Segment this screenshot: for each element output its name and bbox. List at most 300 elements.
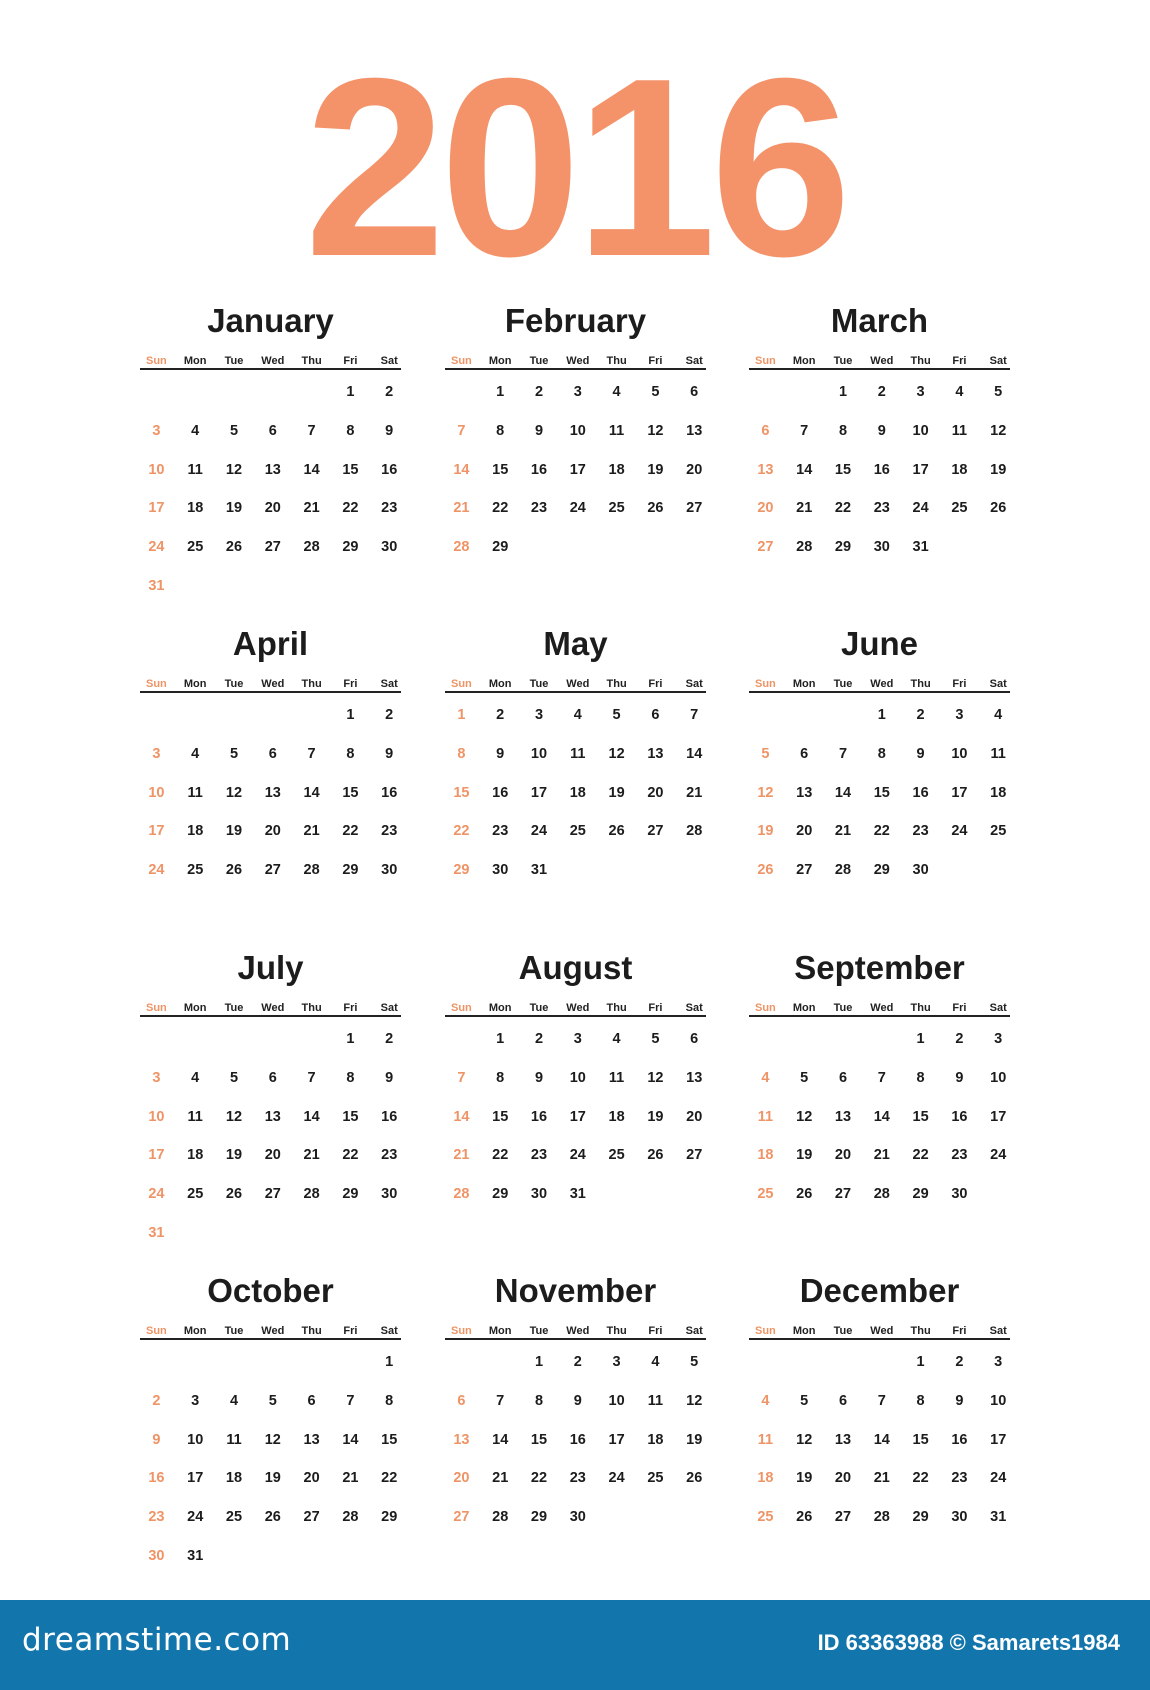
day-cell: 18 xyxy=(608,461,625,478)
day-cell: 13 xyxy=(264,461,281,478)
weekday-label: Tue xyxy=(224,355,244,367)
day-cell: 8 xyxy=(457,745,466,762)
dreamstime-logo[interactable]: dreamstime.com xyxy=(22,1622,292,1658)
weekday-label: Thu xyxy=(910,678,931,690)
day-cell: 17 xyxy=(912,461,929,478)
month-title: February xyxy=(504,302,647,339)
day-cell: 18 xyxy=(990,784,1007,801)
day-cell: 29 xyxy=(912,1186,929,1203)
day-cell: 12 xyxy=(225,784,243,801)
day-cell: 11 xyxy=(757,1431,774,1448)
day-cell: 30 xyxy=(873,539,890,556)
day-cell: 11 xyxy=(757,1108,774,1125)
day-cell: 18 xyxy=(757,1470,774,1487)
day-cell: 15 xyxy=(492,1108,509,1125)
day-cell: 27 xyxy=(264,862,281,879)
day-cell: 22 xyxy=(342,1147,359,1164)
day-cell: 22 xyxy=(912,1470,929,1487)
day-cell: 15 xyxy=(342,461,359,478)
day-cell: 9 xyxy=(385,1069,394,1086)
weekday-label: Mon xyxy=(488,355,512,367)
day-cell: 10 xyxy=(912,422,929,439)
day-cell: 30 xyxy=(530,1186,548,1203)
header-divider xyxy=(140,691,401,693)
day-cell: 25 xyxy=(990,823,1007,840)
day-cell: 3 xyxy=(994,1354,1003,1370)
day-cell: 5 xyxy=(690,1354,699,1370)
day-cell: 26 xyxy=(608,823,625,840)
day-cell: 25 xyxy=(187,539,204,556)
day-cell: 26 xyxy=(264,1509,281,1526)
month-title: March xyxy=(830,302,929,339)
day-cell: 5 xyxy=(994,384,1003,400)
day-cell: 12 xyxy=(990,422,1007,439)
header-divider xyxy=(140,1338,401,1340)
day-cell: 1 xyxy=(457,707,466,723)
day-cell: 24 xyxy=(990,1147,1007,1164)
day-cell: 7 xyxy=(457,422,466,439)
day-cell: 2 xyxy=(534,384,544,400)
day-cell: 7 xyxy=(838,745,848,762)
day-cell: 24 xyxy=(569,500,586,517)
day-cell: 1 xyxy=(916,1354,925,1370)
day-cell: 10 xyxy=(148,1108,165,1125)
weekday-label: Wed xyxy=(261,1325,285,1337)
day-cell: 10 xyxy=(148,461,165,478)
day-cell: 31 xyxy=(187,1548,204,1564)
day-cell: 4 xyxy=(573,707,582,723)
day-cell: 13 xyxy=(264,1108,281,1125)
weekday-label: Fri xyxy=(952,355,967,367)
day-cell: 6 xyxy=(651,707,660,723)
day-cell: 15 xyxy=(873,784,890,801)
month-december xyxy=(749,1270,1010,1570)
header-divider xyxy=(445,1015,706,1017)
weekday-label: Sun xyxy=(755,678,776,690)
day-cell: 6 xyxy=(307,1392,316,1409)
day-cell: 8 xyxy=(916,1392,925,1409)
day-cell: 11 xyxy=(187,1108,203,1125)
weekday-label: Sat xyxy=(685,355,703,367)
day-cell: 21 xyxy=(303,1147,320,1164)
day-cell: 18 xyxy=(225,1470,243,1487)
day-cell: 5 xyxy=(800,1392,809,1409)
day-cell: 18 xyxy=(608,1108,625,1125)
day-cell: 19 xyxy=(225,500,243,517)
day-cell: 16 xyxy=(912,784,929,801)
day-cell: 8 xyxy=(346,745,355,762)
day-cell: 25 xyxy=(608,500,625,517)
day-cell: 11 xyxy=(187,784,203,801)
day-cell: 14 xyxy=(453,1108,470,1125)
weekday-label: Tue xyxy=(833,355,853,367)
day-cell: 31 xyxy=(148,1225,165,1241)
month-july xyxy=(140,947,401,1247)
day-cell: 23 xyxy=(873,500,890,517)
day-cell: 26 xyxy=(225,862,243,879)
day-cell: 15 xyxy=(381,1431,398,1448)
day-cell: 13 xyxy=(686,1069,703,1086)
day-cell: 18 xyxy=(187,500,204,517)
day-cell: 9 xyxy=(573,1392,582,1409)
day-cell: 6 xyxy=(457,1392,466,1409)
day-cell: 14 xyxy=(303,1108,320,1125)
weekday-label: Thu xyxy=(301,1002,322,1014)
day-cell: 27 xyxy=(834,1509,852,1526)
day-cell: 24 xyxy=(148,862,165,879)
day-cell: 30 xyxy=(951,1509,968,1526)
weekday-label: Thu xyxy=(301,355,322,367)
header-divider xyxy=(749,1338,1010,1340)
day-cell: 7 xyxy=(346,1392,355,1409)
month-september xyxy=(749,947,1010,1247)
day-cell: 5 xyxy=(651,1031,660,1047)
header-divider xyxy=(445,368,706,370)
weekday-label: Sun xyxy=(146,1002,167,1014)
day-cell: 27 xyxy=(453,1509,470,1526)
day-cell: 2 xyxy=(496,707,505,723)
day-cell: 19 xyxy=(647,461,664,478)
day-cell: 23 xyxy=(381,500,398,517)
day-cell: 31 xyxy=(912,539,929,556)
day-cell: 13 xyxy=(647,745,664,762)
day-cell: 15 xyxy=(834,461,852,478)
day-cell: 21 xyxy=(873,1470,890,1487)
day-cell: 4 xyxy=(191,422,200,439)
header-divider xyxy=(749,1015,1010,1017)
month-november xyxy=(445,1270,706,1570)
day-cell: 21 xyxy=(342,1470,359,1487)
day-cell: 30 xyxy=(951,1186,968,1203)
day-cell: 26 xyxy=(225,539,243,556)
day-cell: 10 xyxy=(530,745,548,762)
day-cell: 28 xyxy=(873,1186,890,1203)
weekday-label: Sun xyxy=(755,1002,776,1014)
day-cell: 7 xyxy=(877,1392,886,1409)
weekday-label: Sat xyxy=(685,678,703,690)
day-cell: 4 xyxy=(191,1069,200,1086)
day-cell: 26 xyxy=(686,1470,703,1487)
day-cell: 4 xyxy=(651,1354,660,1370)
day-cell: 6 xyxy=(690,1031,699,1047)
day-cell: 18 xyxy=(757,1147,774,1164)
weekday-label: Thu xyxy=(910,1325,931,1337)
day-cell: 11 xyxy=(226,1431,242,1448)
day-cell: 18 xyxy=(187,1147,204,1164)
day-cell: 23 xyxy=(492,823,509,840)
day-cell: 17 xyxy=(990,1108,1007,1125)
day-cell: 12 xyxy=(225,461,243,478)
weekday-label: Sun xyxy=(451,355,472,367)
day-cell: 7 xyxy=(307,1069,316,1086)
day-cell: 20 xyxy=(264,823,281,840)
day-cell: 13 xyxy=(834,1431,852,1448)
day-cell: 11 xyxy=(570,745,586,762)
day-cell: 24 xyxy=(530,823,548,840)
day-cell: 7 xyxy=(307,422,316,439)
day-cell: 29 xyxy=(381,1509,398,1526)
day-cell: 6 xyxy=(838,1069,848,1086)
day-cell: 9 xyxy=(385,745,394,762)
day-cell: 12 xyxy=(796,1431,813,1448)
day-cell: 29 xyxy=(342,1186,359,1203)
day-cell: 5 xyxy=(761,745,770,762)
day-cell: 20 xyxy=(264,1147,281,1164)
day-cell: 10 xyxy=(990,1392,1007,1409)
day-cell: 9 xyxy=(385,422,394,439)
day-cell: 21 xyxy=(453,1147,470,1164)
day-cell: 8 xyxy=(385,1392,394,1409)
day-cell: 7 xyxy=(496,1392,505,1409)
day-cell: 8 xyxy=(346,422,355,439)
weekday-label: Fri xyxy=(648,678,663,690)
weekday-label: Sun xyxy=(146,1325,167,1337)
day-cell: 24 xyxy=(148,539,165,556)
day-cell: 3 xyxy=(534,707,544,723)
day-cell: 30 xyxy=(381,1186,398,1203)
day-cell: 5 xyxy=(268,1392,277,1409)
month-february xyxy=(445,300,706,600)
weekday-label: Mon xyxy=(792,355,816,367)
day-cell: 1 xyxy=(346,1031,355,1047)
day-cell: 17 xyxy=(148,1147,165,1164)
day-cell: 2 xyxy=(534,1031,544,1047)
day-cell: 1 xyxy=(496,384,505,400)
weekday-label: Mon xyxy=(183,1325,207,1337)
day-cell: 9 xyxy=(877,422,886,439)
month-march xyxy=(749,300,1010,600)
day-cell: 13 xyxy=(796,784,813,801)
day-cell: 5 xyxy=(651,384,660,400)
day-cell: 24 xyxy=(990,1470,1007,1487)
day-cell: 16 xyxy=(530,461,548,478)
day-cell: 13 xyxy=(264,784,281,801)
weekday-label: Tue xyxy=(833,1002,853,1014)
day-cell: 25 xyxy=(608,1147,625,1164)
day-cell: 1 xyxy=(496,1031,505,1047)
weekday-label: Fri xyxy=(952,678,967,690)
weekday-label: Thu xyxy=(910,355,931,367)
day-cell: 18 xyxy=(647,1431,664,1448)
footer-bar xyxy=(0,1600,1150,1690)
day-cell: 23 xyxy=(530,500,548,517)
day-cell: 8 xyxy=(877,745,886,762)
day-cell: 23 xyxy=(569,1470,586,1487)
day-cell: 3 xyxy=(955,707,964,723)
day-cell: 13 xyxy=(757,461,774,478)
day-cell: 28 xyxy=(303,1186,320,1203)
weekday-label: Wed xyxy=(566,1002,590,1014)
day-cell: 12 xyxy=(608,745,625,762)
weekday-label: Wed xyxy=(566,678,590,690)
day-cell: 25 xyxy=(187,1186,204,1203)
weekday-label: Mon xyxy=(488,678,512,690)
month-may xyxy=(445,623,706,923)
day-cell: 22 xyxy=(381,1470,398,1487)
day-cell: 19 xyxy=(990,461,1007,478)
day-cell: 7 xyxy=(690,707,699,723)
weekday-label: Wed xyxy=(870,1325,894,1337)
day-cell: 4 xyxy=(612,1031,621,1047)
day-cell: 11 xyxy=(187,461,203,478)
day-cell: 3 xyxy=(994,1031,1003,1047)
day-cell: 25 xyxy=(569,823,586,840)
day-cell: 31 xyxy=(530,862,548,879)
day-cell: 11 xyxy=(647,1392,664,1409)
day-cell: 3 xyxy=(573,384,582,400)
weekday-label: Tue xyxy=(833,678,853,690)
day-cell: 2 xyxy=(916,707,925,723)
day-cell: 24 xyxy=(187,1509,204,1526)
header-divider xyxy=(445,691,706,693)
month-title: September xyxy=(794,949,965,986)
day-cell: 7 xyxy=(457,1069,466,1086)
weekday-label: Tue xyxy=(529,355,549,367)
weekday-label: Sat xyxy=(989,1325,1007,1337)
day-cell: 29 xyxy=(492,539,509,556)
day-cell: 21 xyxy=(796,500,813,517)
weekday-label: Sat xyxy=(989,678,1007,690)
day-cell: 15 xyxy=(342,1108,359,1125)
day-cell: 16 xyxy=(873,461,890,478)
weekday-label: Thu xyxy=(910,1002,931,1014)
day-cell: 4 xyxy=(612,384,621,400)
weekday-label: Mon xyxy=(792,1325,816,1337)
day-cell: 20 xyxy=(264,500,281,517)
day-cell: 6 xyxy=(800,745,809,762)
day-cell: 5 xyxy=(800,1069,809,1086)
day-cell: 16 xyxy=(492,784,509,801)
weekday-label: Thu xyxy=(301,1325,322,1337)
day-cell: 12 xyxy=(647,422,664,439)
day-cell: 2 xyxy=(152,1392,161,1409)
month-title: May xyxy=(543,625,608,662)
day-cell: 8 xyxy=(496,1069,505,1086)
day-cell: 2 xyxy=(955,1031,964,1047)
day-cell: 23 xyxy=(381,1147,398,1164)
day-cell: 1 xyxy=(877,707,886,723)
day-cell: 12 xyxy=(757,784,774,801)
weekday-label: Mon xyxy=(183,678,207,690)
day-cell: 26 xyxy=(990,500,1007,517)
day-cell: 30 xyxy=(492,862,509,879)
day-cell: 30 xyxy=(912,862,929,879)
day-cell: 30 xyxy=(381,539,398,556)
day-cell: 8 xyxy=(534,1392,544,1409)
day-cell: 10 xyxy=(187,1431,204,1448)
day-cell: 14 xyxy=(303,461,320,478)
day-cell: 17 xyxy=(530,784,548,801)
weekday-label: Tue xyxy=(224,1325,244,1337)
day-cell: 25 xyxy=(757,1509,774,1526)
day-cell: 20 xyxy=(303,1470,320,1487)
day-cell: 20 xyxy=(453,1470,470,1487)
day-cell: 19 xyxy=(757,823,774,840)
day-cell: 20 xyxy=(796,823,813,840)
day-cell: 23 xyxy=(951,1470,968,1487)
day-cell: 3 xyxy=(152,1069,161,1086)
day-cell: 29 xyxy=(873,862,890,879)
day-cell: 28 xyxy=(873,1509,890,1526)
day-cell: 16 xyxy=(951,1431,968,1448)
day-cell: 1 xyxy=(385,1354,394,1370)
day-cell: 14 xyxy=(303,784,320,801)
day-cell: 17 xyxy=(608,1431,625,1448)
weekday-label: Sun xyxy=(755,355,776,367)
day-cell: 19 xyxy=(225,1147,243,1164)
day-cell: 19 xyxy=(647,1108,664,1125)
day-cell: 23 xyxy=(530,1147,548,1164)
day-cell: 9 xyxy=(152,1431,161,1448)
day-cell: 5 xyxy=(229,1069,239,1086)
month-january xyxy=(140,300,401,600)
day-cell: 2 xyxy=(573,1354,582,1370)
day-cell: 15 xyxy=(492,461,509,478)
day-cell: 16 xyxy=(381,461,398,478)
day-cell: 4 xyxy=(761,1392,770,1409)
day-cell: 19 xyxy=(796,1470,813,1487)
day-cell: 14 xyxy=(342,1431,359,1448)
day-cell: 6 xyxy=(268,745,277,762)
day-cell: 19 xyxy=(608,784,625,801)
day-cell: 14 xyxy=(686,745,703,762)
day-cell: 20 xyxy=(647,784,664,801)
weekday-label: Fri xyxy=(343,355,358,367)
day-cell: 29 xyxy=(912,1509,929,1526)
month-title: June xyxy=(840,625,919,662)
day-cell: 25 xyxy=(951,500,968,517)
weekday-label: Sat xyxy=(685,1325,703,1337)
day-cell: 19 xyxy=(225,823,243,840)
weekday-label: Thu xyxy=(606,1002,627,1014)
weekday-label: Thu xyxy=(606,355,627,367)
year-title: 2016 xyxy=(304,25,846,309)
day-cell: 9 xyxy=(496,745,505,762)
day-cell: 27 xyxy=(796,862,813,879)
day-cell: 13 xyxy=(686,422,703,439)
day-cell: 29 xyxy=(342,862,359,879)
month-title: November xyxy=(494,1272,657,1309)
day-cell: 4 xyxy=(955,384,964,400)
weekday-label: Sat xyxy=(380,1325,398,1337)
header-divider xyxy=(445,1338,706,1340)
day-cell: 16 xyxy=(530,1108,548,1125)
weekday-label: Thu xyxy=(606,1325,627,1337)
weekday-label: Fri xyxy=(648,1002,663,1014)
day-cell: 5 xyxy=(229,745,239,762)
day-cell: 21 xyxy=(492,1470,509,1487)
day-cell: 30 xyxy=(148,1548,165,1564)
weekday-label: Sun xyxy=(146,355,167,367)
day-cell: 19 xyxy=(686,1431,703,1448)
day-cell: 6 xyxy=(268,422,277,439)
weekday-label: Mon xyxy=(183,355,207,367)
header-divider xyxy=(140,368,401,370)
day-cell: 7 xyxy=(800,422,809,439)
day-cell: 17 xyxy=(569,461,586,478)
day-cell: 17 xyxy=(569,1108,586,1125)
day-cell: 10 xyxy=(951,745,968,762)
weekday-label: Wed xyxy=(870,1002,894,1014)
day-cell: 12 xyxy=(264,1431,281,1448)
day-cell: 20 xyxy=(757,500,774,517)
day-cell: 16 xyxy=(381,784,398,801)
day-cell: 16 xyxy=(148,1470,165,1487)
day-cell: 28 xyxy=(453,1186,470,1203)
day-cell: 27 xyxy=(757,539,774,556)
month-april xyxy=(140,623,401,923)
day-cell: 11 xyxy=(990,745,1006,762)
